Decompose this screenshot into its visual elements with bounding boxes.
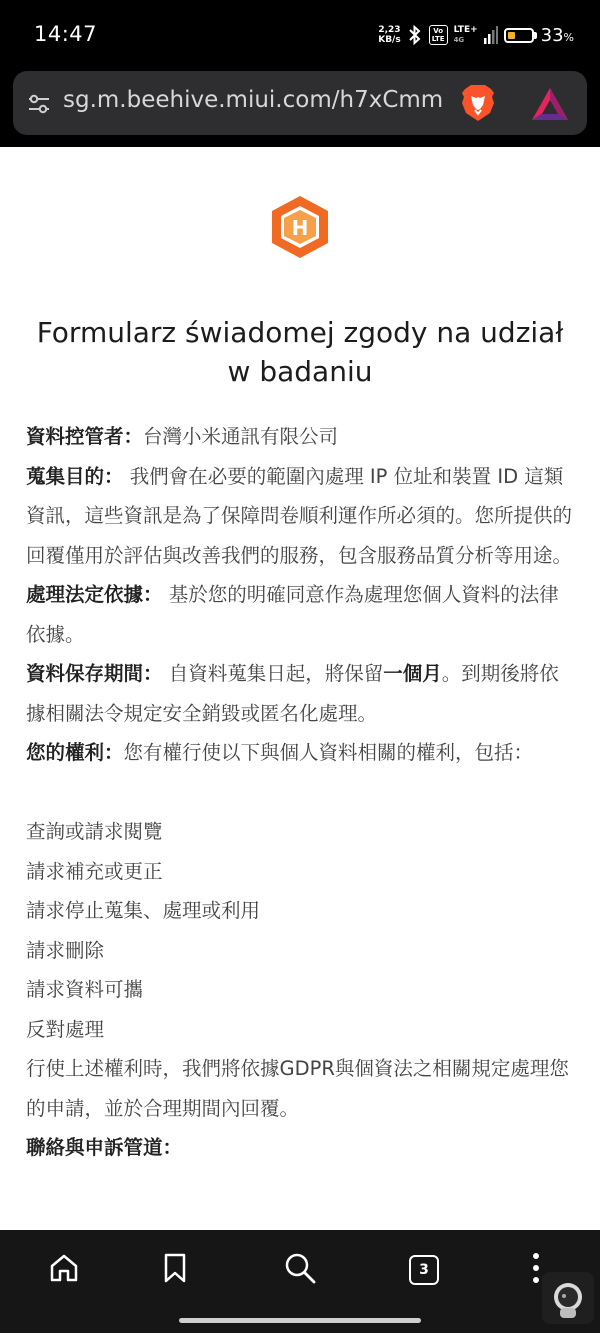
list-item: 請求資料可攜 — [26, 978, 144, 1001]
astronaut-icon — [542, 1272, 594, 1324]
battery-fill — [508, 32, 515, 39]
list-item: 請求補充或更正 — [26, 859, 163, 883]
volte-badge: Vo LTE — [429, 25, 448, 45]
contact-heading: 聯絡與申訴管道： — [26, 1136, 183, 1159]
brave-shields-icon[interactable] — [459, 83, 497, 123]
browser-top-bar — [0, 68, 600, 147]
battery-percent: 33% — [540, 24, 574, 46]
list-item: 查詢或請求閱覽 — [26, 820, 163, 843]
rights-note: 行使上述權利時，我們將依據GDPR與個資法之相關規定處理您的申請，並於合理期間內回覆。 — [26, 1057, 569, 1120]
home-icon — [48, 1252, 80, 1288]
more-icon — [532, 1252, 540, 1288]
status-icons — [378, 20, 574, 50]
beehive-logo — [268, 194, 332, 260]
signal-icon — [484, 26, 498, 44]
bookmarks-button[interactable] — [155, 1250, 195, 1290]
basis-paragraph: 處理法定依據： 基於您的明確同意作為處理您個人資料的法律依據。 — [26, 583, 559, 646]
controller-paragraph: 資料控管者：台灣小米通訊有限公司 — [26, 425, 339, 448]
brave-rewards-icon[interactable] — [530, 86, 570, 122]
tab-switcher-icon: 3 — [409, 1255, 439, 1285]
address-bar[interactable] — [13, 71, 587, 135]
search-button[interactable] — [280, 1250, 320, 1290]
list-item: 請求停止蒐集、處理或利用 — [26, 899, 261, 922]
search-icon — [283, 1251, 317, 1289]
home-button[interactable] — [44, 1250, 84, 1290]
home-indicator[interactable] — [179, 1318, 421, 1323]
svg-text:H: H — [291, 216, 309, 240]
battery-indicator — [504, 25, 574, 46]
status-time: 14:47 — [34, 22, 98, 46]
retention-paragraph: 資料保存期間： 自資料蒐集日起，將保留一個月。到期後將依據相關法令規定安全銷毀或匿名化處理。 — [26, 662, 559, 725]
list-item: 請求刪除 — [26, 938, 105, 962]
rights-paragraph: 您的權利：您有權行使以下與個人資料相關的權利，包括： — [26, 741, 534, 764]
url-text[interactable]: sg.m.beehive.miui.com/h7xCmm — [63, 87, 444, 113]
floating-astronaut-button[interactable] — [542, 1272, 594, 1324]
battery-icon — [504, 28, 534, 43]
list-item: 反對處理 — [26, 1017, 105, 1041]
tab-switcher-button[interactable] — [404, 1250, 444, 1290]
site-settings-icon[interactable] — [27, 92, 51, 116]
consent-text — [26, 417, 576, 1168]
status-bar — [0, 0, 600, 68]
page-content — [0, 147, 600, 1230]
network-speed: 2,23 KB/s — [378, 25, 401, 45]
purpose-paragraph: 蒐集目的： 我們會在必要的範圍內處理 IP 位址和裝置 ID 這類資訊，這些資訊是為了保障問卷順利運作所必須的。您所提供的回覆僅用於評估與改善我們的服務，包含服務品質分析等用途。 — [26, 464, 573, 567]
lte-indicator: LTE+ 4G — [453, 25, 478, 44]
page-title: Formularz świadomej zgody na udział w badaniu — [36, 316, 564, 388]
bluetooth-icon — [407, 24, 423, 46]
bookmark-icon — [162, 1252, 188, 1288]
